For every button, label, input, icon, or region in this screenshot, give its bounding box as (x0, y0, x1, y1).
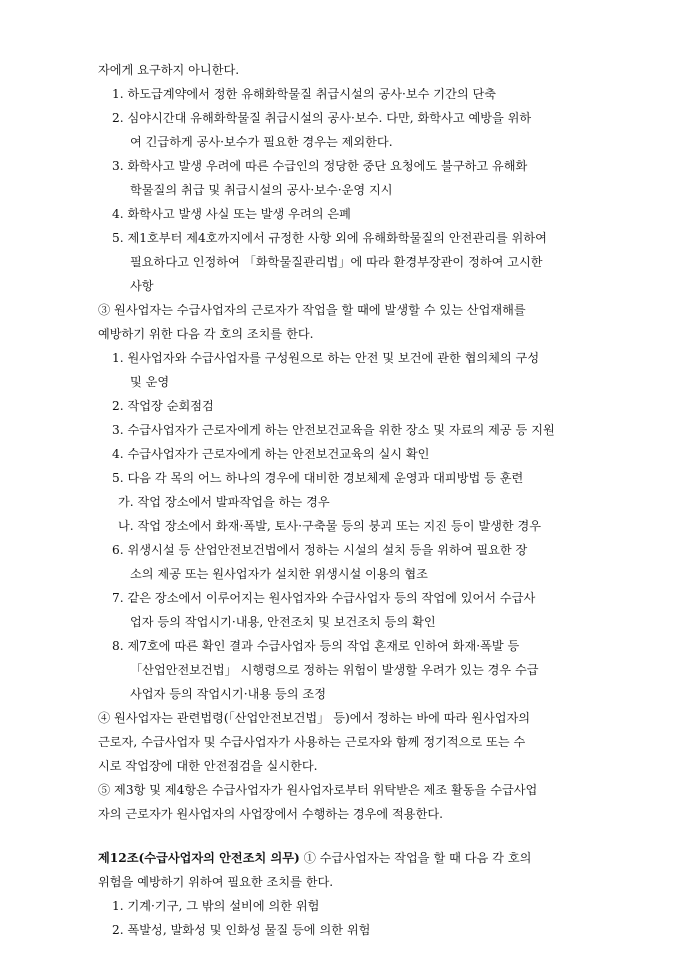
list-item: 5. 다음 각 목의 어느 하나의 경우에 대비한 경보체제 운영과 대피방법 등 훈련 (112, 471, 524, 485)
paragraph-line: 시로 작업장에 대한 안전점검을 실시한다. (98, 759, 318, 773)
list-item-continuation: 사항 (130, 279, 154, 293)
list-item: 5. 제1호부터 제4호까지에서 규정한 사항 외에 유해화학물질의 안전관리를 위하여 (112, 231, 547, 245)
list-item: 1. 기계·기구, 그 밖의 설비에 의한 위험 (112, 899, 320, 913)
list-item: 8. 제7호에 따른 확인 결과 수급사업자 등의 작업 혼재로 인하여 화재·폭발 등 (112, 639, 520, 653)
list-item: 6. 위생시설 등 산업안전보건법에서 정하는 시설의 설치 등을 위하여 필요한 장 (112, 543, 528, 557)
list-item: 4. 화학사고 발생 사실 또는 발생 우려의 은폐 (112, 207, 351, 221)
paragraph-line: 근로자, 수급사업자 및 수급사업자가 사용하는 근로자와 함께 정기적으로 또는 수 (98, 735, 526, 749)
list-item: 4. 수급사업자가 근로자에게 하는 안전보건교육의 실시 확인 (112, 447, 430, 461)
paragraph-line: ③ 원사업자는 수급사업자의 근로자가 작업을 할 때에 발생할 수 있는 산업재해를 (98, 303, 526, 317)
list-item-continuation: 사업자 등의 작업시기·내용 등의 조정 (130, 687, 326, 701)
list-item: 7. 같은 장소에서 이루어지는 원사업자와 수급사업자 등의 작업에 있어서 수급사 (112, 591, 536, 605)
article-text: ① 수급사업자는 작업을 할 때 다음 각 호의 (303, 851, 532, 865)
list-item-continuation: 「산업안전보건법」 시행령으로 정하는 위험이 발생할 우려가 있는 경우 수급 (130, 663, 539, 677)
list-item-continuation: 학물질의 취급 및 취급시설의 공사·보수·운영 지시 (130, 183, 393, 197)
sub-list-item: 가. 작업 장소에서 발파작업을 하는 경우 (118, 495, 330, 509)
paragraph-line: 자의 근로자가 원사업자의 사업장에서 수행하는 경우에 적용한다. (98, 807, 443, 821)
list-item: 3. 화학사고 발생 우려에 따른 수급인의 정당한 중단 요청에도 불구하고 유해화 (112, 159, 528, 173)
list-item-continuation: 업자 등의 작업시기·내용, 안전조치 및 보건조치 등의 확인 (130, 615, 436, 629)
list-item: 2. 폭발성, 발화성 및 인화성 물질 등에 의한 위험 (112, 923, 371, 937)
list-item: 3. 수급사업자가 근로자에게 하는 안전보건교육을 위한 장소 및 자료의 제공 등 지원 (112, 423, 555, 437)
list-item-continuation: 필요하다고 인정하여 「화학물질관리법」에 따라 환경부장관이 정하여 고시한 (130, 255, 543, 269)
article-heading-line (98, 846, 531, 871)
list-item-continuation: 및 운영 (130, 375, 170, 389)
paragraph-line: ⑤ 제3항 및 제4항은 수급사업자가 원사업자로부터 위탁받은 제조 활동을 수급사업 (98, 783, 538, 797)
paragraph-line: 예방하기 위한 다음 각 호의 조치를 한다. (98, 327, 314, 341)
paragraph-line: ④ 원사업자는 관련법령(「산업안전보건법」 등)에서 정하는 바에 따라 원사업자의 (98, 711, 531, 725)
paragraph-line: 위험을 예방하기 위하여 필요한 조치를 한다. (98, 875, 334, 889)
list-item: 1. 하도급계약에서 정한 유해화학물질 취급시설의 공사·보수 기간의 단축 (112, 87, 497, 101)
article-title: 제12조(수급사업자의 안전조치 의무) (98, 851, 300, 865)
list-item-continuation: 여 긴급하게 공사·보수가 필요한 경우는 제외한다. (130, 135, 393, 149)
sub-list-item: 나. 작업 장소에서 화재·폭발, 토사·구축물 등의 붕괴 또는 지진 등이 발생한 경우 (118, 519, 542, 533)
text-line: 자에게 요구하지 아니한다. (98, 63, 240, 77)
list-item: 2. 작업장 순회점검 (112, 399, 214, 413)
list-item: 1. 원사업자와 수급사업자를 구성원으로 하는 안전 및 보건에 관한 협의체의 구성 (112, 351, 540, 365)
list-item: 2. 심야시간대 유해화학물질 취급시설의 공사·보수. 다만, 화학사고 예방을 위하 (112, 111, 532, 125)
list-item-continuation: 소의 제공 또는 원사업자가 설치한 위생시설 이용의 협조 (130, 567, 428, 581)
